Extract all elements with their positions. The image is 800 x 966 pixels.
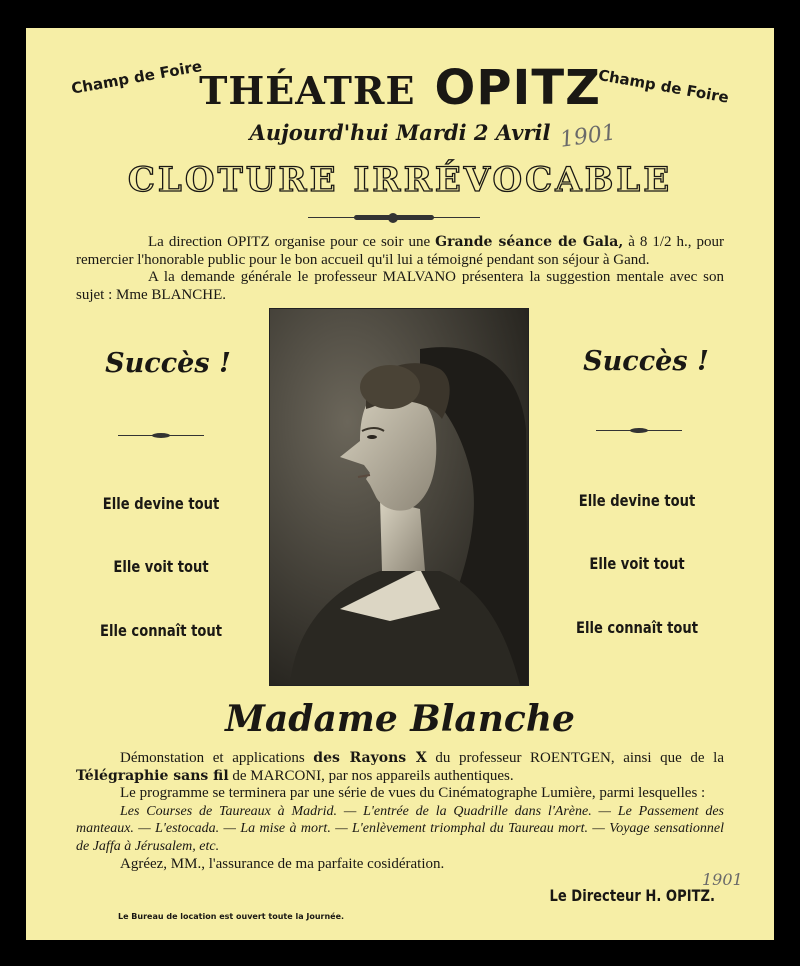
opitz-name: OPITZ [434,60,601,116]
theatre-title [26,60,774,116]
theatre-word: THÉATRE [199,68,416,113]
header-ornament [308,215,480,221]
signature-year-handwritten: 1901 [702,870,743,889]
woman-profile-image [270,309,528,685]
film-list: Les Courses de Taureaux à Madrid. — L'entrée de la Quadrille dans l'Arène. — Le Passement des manteaux. — L'estocada. — La mise à mort. — L'enlèvement triomphal du Taureau mort. — Voyage sensationnel de Jaffa à Jérusalem, etc. [76,803,724,854]
right-success-heading: Succès ! [583,346,709,377]
left-tag: Champ de Foire [70,57,204,98]
portrait-name: Madame Blanche [225,698,575,740]
date-line: Aujourd'hui Mardi 2 Avril [249,120,551,145]
left-ornament [118,433,204,439]
left-line-3: Elle connaît tout [99,621,222,640]
telegraphie: Télégraphie sans fil [76,767,229,784]
portrait-photo [269,308,529,686]
left-success-heading: Succès ! [105,348,231,379]
left-line-1: Elle devine tout [102,494,220,513]
right-ornament [596,428,682,434]
footer-note: Le Bureau de location est ouvert toute la Journée. [118,912,345,921]
intro-paragraph-2: A la demande générale le professeur MALVANO présentera la suggestion mentale avec son sujet : Mme BLANCHE. [76,269,724,303]
right-tag: Champ de Foire [596,66,731,107]
program-paragraph-1: Démonstation et applications des Rayons X du professeur ROENTGEN, ainsi que de la Télégraphie sans fil de MARCONI, par nos appareils authentiques. [76,750,725,784]
right-line-3: Elle connaît tout [575,618,698,637]
right-line-2: Elle voit tout [589,554,685,573]
program-text [76,750,724,873]
intro-text [76,234,724,304]
gala-emphasis: Grande séance de Gala, [435,234,624,250]
year-handwritten: 1901 [558,120,618,153]
rayons-x: des Rayons X [313,750,427,766]
intro-paragraph-1: La direction OPITZ organise pour ce soir une Grande séance de Gala, à 8 1/2 h., pour remercier l'honorable public pour le bon accueil qu'il lui a témoigné pendant son séjour à Gand. [76,234,724,268]
poster [26,28,774,940]
right-line-1: Elle devine tout [578,491,696,510]
closing-line: Agréez, MM., l'assurance de ma parfaite cosidération. [120,855,445,872]
signature: Le Directeur H. OPITZ. [549,886,716,905]
left-line-2: Elle voit tout [113,557,209,576]
program-paragraph-2: Le programme se terminera par une série de vues du Cinématographe Lumière, parmi lesquelles : [120,785,706,802]
headline: CLOTURE IRRÉVOCABLE [127,160,673,200]
